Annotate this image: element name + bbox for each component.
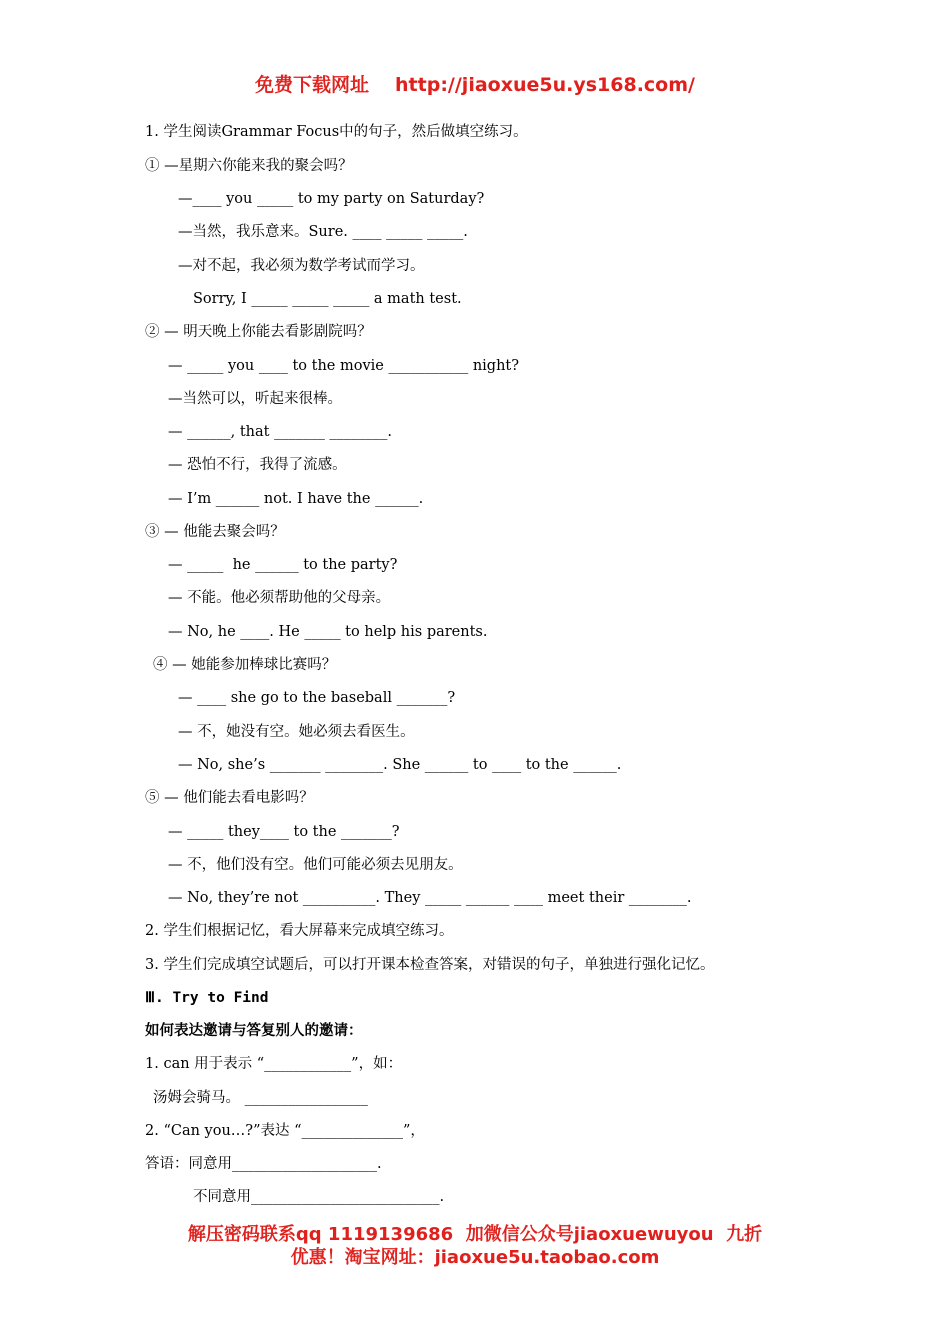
dialog-2-reply-yes-en: — ______, that _______ ________. [168,424,393,440]
dialog-4-reply-en: — No, she’s _______ ________. She ______ to ____ to the ______. [178,757,622,773]
dialog-1-reply-sorry-en: Sorry, I _____ _____ _____ a math test. [193,291,462,307]
dialog-1-reply-sure: —当然，我乐意来。Sure. ____ _____ _____. [178,224,468,240]
dialog-4-reply-cn: — 不，她没有空。她必须去看医生。 [178,724,415,740]
dialog-2-reply-yes-cn: —当然可以，听起来很棒。 [168,391,342,407]
dialog-2-reply-no-en: — I’m ______ not. I have the ______. [168,491,424,507]
can-you-item: 2. “Can you…?”表达 “______________”， [145,1123,425,1139]
download-header [0,70,950,97]
dialog-5-blank-en: — _____ they____ to the _______? [168,824,400,840]
invitation-subheading: 如何表达邀请与答复别人的邀请： [145,1023,363,1039]
dialog-2-reply-no-cn: — 恐怕不行，我得了流感。 [168,457,347,473]
dialog-3-blank-en: — _____ he ______ to the party? [168,557,398,573]
dialog-1-question-cn: ① —星期六你能来我的聚会吗？ [145,158,353,174]
dialog-1-reply-sorry-cn: —对不起，我必须为数学考试而学习。 [178,258,425,274]
section-try-to-find-heading: Ⅲ. Try to Find [145,990,269,1006]
dialog-4-question-cn: ④ — 她能参加棒球比赛吗？ [153,657,337,673]
footer-shop-line: 优惠！淘宝网址：jiaoxue5u.taobao.com [290,1247,660,1268]
dialog-5-question-cn: ⑤ — 他们能去看电影吗？ [145,790,314,806]
dialog-2-blank-en: — _____ you ____ to the movie ___________ night? [168,358,520,374]
step-2-instruction: 2. 学生们根据记忆，看大屏幕来完成填空练习。 [145,923,454,939]
answer-agree-line: 答语：同意用____________________. [145,1156,382,1172]
header-url-link[interactable]: http://jiaoxue5u.ys168.com/ [395,74,695,96]
dialog-3-reply-en: — No, he ____. He _____ to help his parents. [168,624,488,640]
dialog-5-reply-cn: — 不，他们没有空。他们可能必须去见朋友。 [168,857,463,873]
answer-disagree-line: 不同意用__________________________. [193,1189,445,1205]
can-usage-example: 汤姆会骑马。 _________________ [153,1090,368,1106]
footer-contact-line: 解压密码联系qq 1119139686 加微信公众号jiaoxuewuyou 九折 [187,1224,763,1245]
dialog-2-question-cn: ② — 明天晚上你能去看影剧院吗？ [145,324,372,340]
dialog-4-blank-en: — ____ she go to the baseball _______? [178,690,456,706]
header-label: 免费下载网址 [255,74,370,96]
dialog-3-reply-cn: — 不能。他必须帮助他的父母亲。 [168,590,391,606]
dialog-5-reply-en: — No, they’re not __________. They _____ ______ ____ meet their ________. [168,890,692,906]
dialog-1-blank-en: —____ you _____ to my party on Saturday? [178,191,485,207]
step-3-instruction: 3. 学生们完成填空试题后，可以打开课本检查答案，对错误的句子，单独进行强化记忆。 [145,957,715,973]
can-usage-item: 1. can 用于表示 “____________”，如： [145,1056,403,1072]
dialog-3-question-cn: ③ — 他能去聚会吗？ [145,524,285,540]
step-1-instruction: 1. 学生阅读Grammar Focus中的句子，然后做填空练习。 [145,124,528,140]
